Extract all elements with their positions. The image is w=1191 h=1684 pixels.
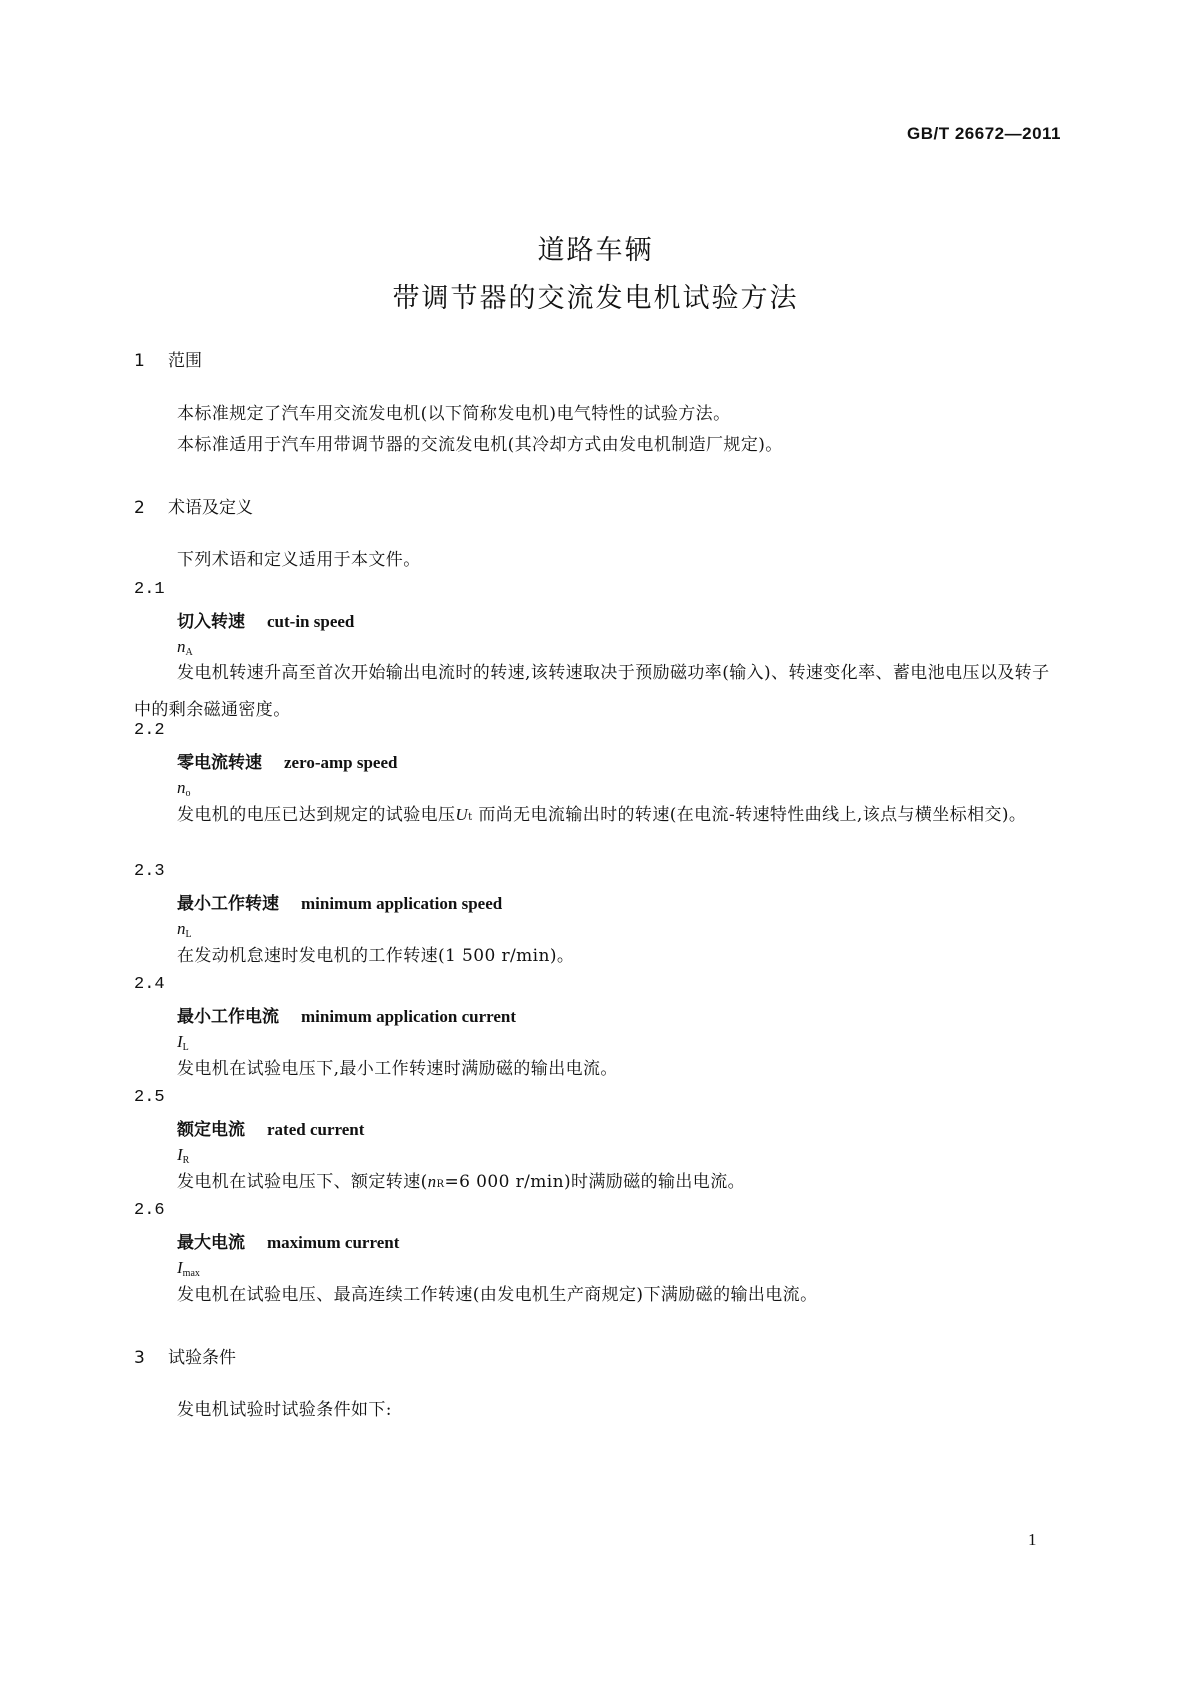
section-number: 2 [134, 498, 145, 518]
page-number: 1 [1028, 1530, 1037, 1549]
section-title: 术语及定义 [168, 498, 253, 518]
section-3-heading [134, 1343, 236, 1368]
term-zh: 最小工作转速 [177, 894, 279, 914]
clause-number: 2.2 [134, 721, 165, 740]
section-number: 3 [134, 1348, 145, 1368]
term-definition: 发电机在试验电压、最高连续工作转速(由发电机生产商规定)下满励磁的输出电流。 [177, 1285, 818, 1305]
clause-number: 2.6 [134, 1201, 165, 1220]
clause-number: 2.1 [134, 580, 165, 599]
term-definition: 发电机的电压已达到规定的试验电压Ut 而尚无电流输出时的转速(在电流-转速特性曲线上,该点与横坐标相交)。 [177, 805, 1027, 825]
term-zh: 额定电流 [177, 1120, 245, 1140]
term-en: rated current [267, 1120, 365, 1139]
term-zh: 零电流转速 [177, 753, 262, 773]
term-heading [177, 1115, 364, 1140]
term-en: zero-amp speed [284, 753, 398, 772]
section-number: 1 [134, 351, 145, 371]
term-en: maximum current [267, 1233, 400, 1252]
clause-number: 2.5 [134, 1088, 165, 1107]
term-en: minimum application speed [301, 894, 503, 913]
term-zh: 切入转速 [177, 612, 245, 632]
term-definition: 发电机在试验电压下,最小工作转速时满励磁的输出电流。 [177, 1059, 618, 1079]
term-heading [177, 889, 502, 914]
term-symbol: $I_R$ [177, 1145, 190, 1166]
term-definition: 发电机在试验电压下、额定转速(nR=6 000 r/min)时满励磁的输出电流。 [177, 1172, 745, 1192]
section-title: 试验条件 [168, 1348, 236, 1368]
term-zh: 最小工作电流 [177, 1007, 279, 1027]
standard-code: GB/T 26672—2011 [907, 124, 1061, 143]
term-definition: 发电机转速升高至首次开始输出电流时的转速,该转速取决于预励磁功率(输入)、转速变化率、蓄电池电压以及转子中的剩余磁通密度。 [134, 663, 1050, 720]
terms-intro: 下列术语和定义适用于本文件。 [177, 550, 421, 570]
term-heading [177, 748, 397, 773]
document-title-line2: 带调节器的交流发电机试验方法 [392, 283, 799, 314]
term-symbol: $I_L$ [177, 1032, 189, 1053]
term-zh: 最大电流 [177, 1233, 245, 1253]
term-symbol: $I_{max}$ [177, 1258, 200, 1279]
term-heading [177, 1002, 516, 1027]
section-title: 范围 [168, 351, 202, 371]
section-1-heading [134, 346, 202, 371]
term-en: cut-in speed [267, 612, 355, 631]
test-conditions-intro: 发电机试验时试验条件如下: [177, 1400, 392, 1420]
term-definition: 在发动机怠速时发电机的工作转速(1 500 r/min)。 [177, 946, 575, 966]
clause-number: 2.4 [134, 975, 165, 994]
document-title-line1: 道路车辆 [537, 235, 654, 266]
clause-number: 2.3 [134, 862, 165, 881]
section-2-heading [134, 493, 253, 518]
term-en: minimum application current [301, 1007, 517, 1026]
term-symbol: $n_o$ [177, 778, 191, 799]
term-heading [177, 1228, 399, 1253]
term-symbol: $n_A$ [177, 637, 193, 658]
term-symbol: $n_L$ [177, 919, 192, 940]
scope-paragraph-1: 本标准规定了汽车用交流发电机(以下简称发电机)电气特性的试验方法。 [177, 404, 731, 424]
term-heading [177, 607, 354, 632]
scope-paragraph-2: 本标准适用于汽车用带调节器的交流发电机(其冷却方式由发电机制造厂规定)。 [177, 435, 783, 455]
